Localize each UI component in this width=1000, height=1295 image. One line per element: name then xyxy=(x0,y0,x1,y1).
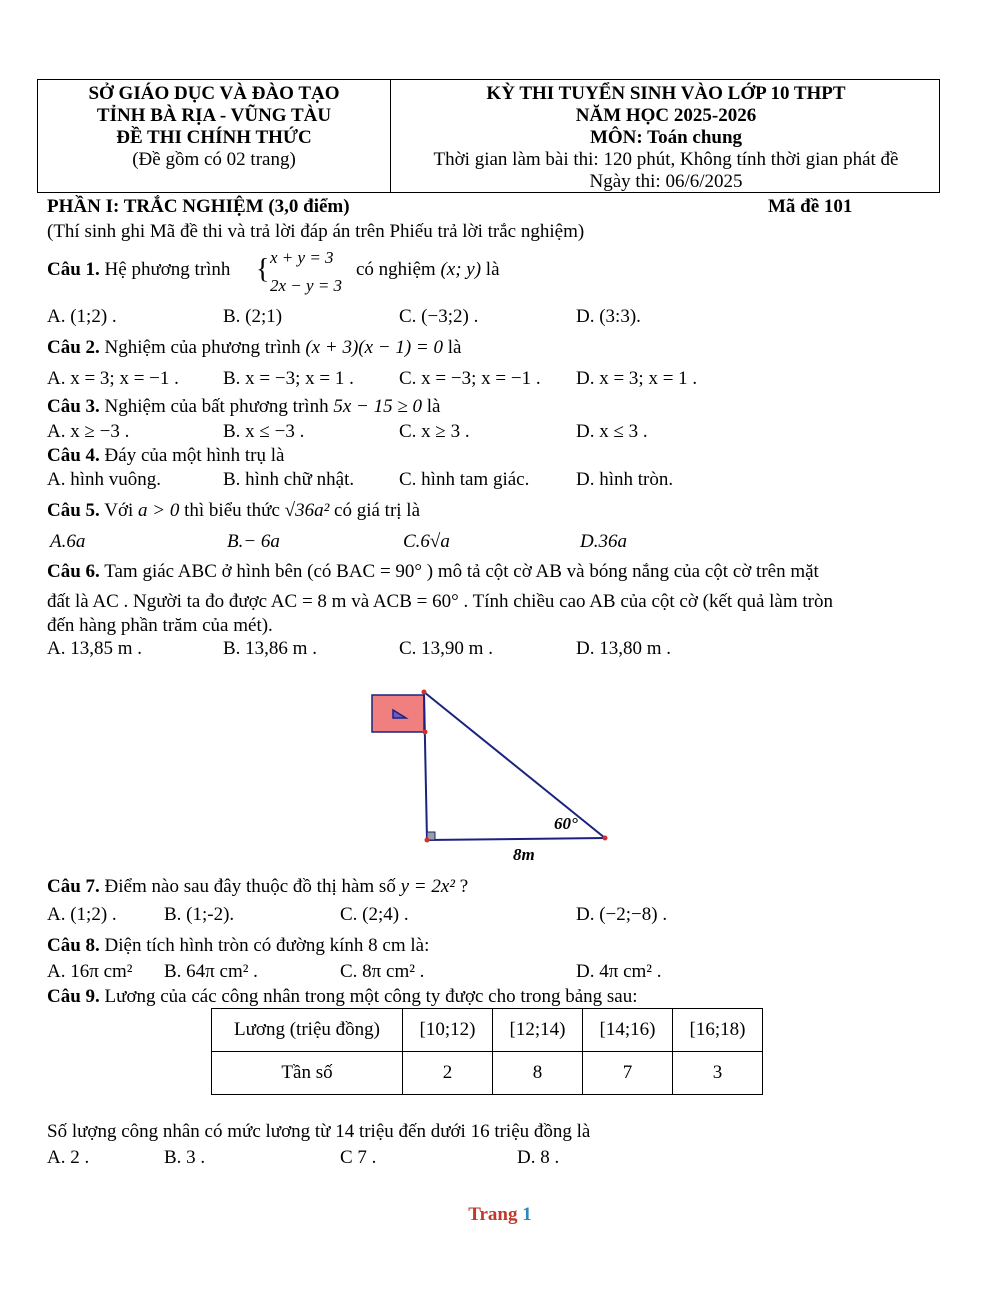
question-4-stem xyxy=(47,445,284,467)
question-label: Câu 8. xyxy=(47,935,100,956)
question-3-stem xyxy=(47,396,440,418)
question-text: có nghiệm xyxy=(356,259,436,280)
table-cell: 7 xyxy=(583,1052,673,1095)
q1-option-b[interactable]: B. (2;1) xyxy=(223,306,283,327)
table-cell: 2 xyxy=(403,1052,493,1095)
q7-option-b[interactable]: B. (1;-2). xyxy=(164,904,235,925)
question-9-prompt: Số lượng công nhân có mức lương từ 14 triệu đến dưới 16 triệu đồng là xyxy=(47,1121,591,1142)
question-text: Với xyxy=(104,500,134,521)
math-expression: (x; y) xyxy=(440,259,482,280)
question-7-stem xyxy=(47,876,468,898)
q1-option-a[interactable]: A. (1;2) . xyxy=(47,306,117,327)
part-note: (Thí sinh ghi Mã đề thi và trả lời đáp án trên Phiếu trả lời trắc nghiệm) xyxy=(47,221,585,242)
q1-option-c[interactable]: C. (−3;2) . xyxy=(399,306,479,327)
page-footer xyxy=(0,1204,1000,1226)
q6-option-a[interactable]: A. 13,85 m . xyxy=(47,638,142,659)
exam-header xyxy=(37,79,940,193)
question-1-tail xyxy=(356,259,500,281)
q8-option-d[interactable]: D. 4π cm² . xyxy=(576,961,662,982)
question-text: Điểm nào sau đây thuộc đồ thị hàm số xyxy=(104,876,396,897)
question-text: Tam giác ABC ở hình bên (có BAC = 90° ) mô tả cột cờ AB và bóng nắng của cột cờ trên mặt xyxy=(104,561,819,582)
part-title: PHẦN I: TRẮC NGHIỆM (3,0 điểm) xyxy=(47,196,350,217)
math-expression: 5x − 15 ≥ 0 xyxy=(333,396,423,417)
system-equation-2: 2x − y = 3 xyxy=(270,276,343,295)
q8-option-b[interactable]: B. 64π cm² . xyxy=(164,961,258,982)
table-cell: 8 xyxy=(493,1052,583,1095)
q1-option-d[interactable]: D. (3:3). xyxy=(576,306,641,327)
point-a xyxy=(425,838,430,843)
province-name: TỈNH BÀ RỊA - VŨNG TÀU xyxy=(96,105,332,126)
q3-option-d[interactable]: D. x ≤ 3 . xyxy=(576,421,648,442)
q7-option-d[interactable]: D. (−2;−8) . xyxy=(576,904,668,925)
question-text: là xyxy=(485,259,500,280)
page-word: Trang xyxy=(468,1204,518,1225)
table-cell: [10;12) xyxy=(403,1009,493,1052)
q2-option-a[interactable]: A. x = 3; x = −1 . xyxy=(47,368,179,389)
exam-date: Ngày thi: 06/6/2025 xyxy=(589,171,743,192)
system-brace: { xyxy=(256,254,270,285)
q4-option-a[interactable]: A. hình vuông. xyxy=(47,469,161,490)
q8-option-a[interactable]: A. 16π cm² xyxy=(47,961,133,982)
q9-option-d[interactable]: D. 8 . xyxy=(517,1147,560,1168)
question-label: Câu 2. xyxy=(47,337,100,358)
q4-option-b[interactable]: B. hình chữ nhật. xyxy=(223,469,355,490)
q3-option-a[interactable]: A. x ≥ −3 . xyxy=(47,421,130,442)
question-label: Câu 6. xyxy=(47,561,100,582)
math-expression: y = 2x² xyxy=(400,876,455,897)
question-label: Câu 9. xyxy=(47,986,100,1007)
math-expression: a > 0 xyxy=(138,500,180,521)
table-cell: 3 xyxy=(673,1052,763,1095)
question-text: Lương của các công nhân trong một công ty được cho trong bảng sau: xyxy=(104,986,638,1007)
question-text: Nghiệm của bất phương trình xyxy=(104,396,329,417)
q3-option-b[interactable]: B. x ≤ −3 . xyxy=(223,421,305,442)
table-cell: [12;14) xyxy=(493,1009,583,1052)
question-9-stem xyxy=(47,986,638,1008)
math-expression: √36a² xyxy=(284,500,330,521)
system-equation-1: x + y = 3 xyxy=(270,248,334,267)
q9-option-c[interactable]: C 7 . xyxy=(340,1147,377,1168)
question-label: Câu 4. xyxy=(47,445,100,466)
point-b xyxy=(422,690,427,695)
question-text: có giá trị là xyxy=(334,500,421,521)
question-5-stem xyxy=(47,500,420,522)
table-header-cell: Tần số xyxy=(212,1052,403,1095)
question-text: Nghiệm của phương trình xyxy=(104,337,301,358)
flagpole-figure xyxy=(360,685,620,865)
q4-option-c[interactable]: C. hình tam giác. xyxy=(399,469,530,490)
angle-label: 60° xyxy=(554,814,578,833)
page-number: 1 xyxy=(522,1204,532,1225)
q2-option-c[interactable]: C. x = −3; x = −1 . xyxy=(399,368,541,389)
q9-option-a[interactable]: A. 2 . xyxy=(47,1147,90,1168)
official-exam-label: ĐỀ THI CHÍNH THỨC xyxy=(116,127,312,148)
sun-ray-bc xyxy=(424,692,605,838)
question-label: Câu 7. xyxy=(47,876,100,897)
shadow-ac xyxy=(427,838,605,840)
base-length-label: 8m xyxy=(513,845,535,864)
question-6-line-1 xyxy=(47,561,819,583)
question-text: Diện tích hình tròn có đường kính 8 cm là: xyxy=(104,935,430,956)
question-text: Đáy của một hình trụ là xyxy=(104,445,285,466)
question-label: Câu 3. xyxy=(47,396,100,417)
table-row xyxy=(212,1052,763,1095)
table-row xyxy=(212,1009,763,1052)
math-expression: (x + 3)(x − 1) = 0 xyxy=(305,337,443,358)
table-cell: [14;16) xyxy=(583,1009,673,1052)
flagpole-ab xyxy=(424,692,427,840)
table-header-cell: Lương (triệu đồng) xyxy=(212,1009,403,1052)
question-text: là xyxy=(426,396,441,417)
q2-option-d[interactable]: D. x = 3; x = 1 . xyxy=(576,368,698,389)
time-allowed: Thời gian làm bài thi: 120 phút, Không tính thời gian phát đề xyxy=(433,149,899,170)
subject: MÔN: Toán chung xyxy=(589,127,743,148)
q5-option-a[interactable]: A.6a xyxy=(50,531,86,552)
exam-name: KỲ THI TUYỂN SINH VÀO LỚP 10 THPT xyxy=(486,83,846,104)
department-name: SỞ GIÁO DỤC VÀ ĐÀO TẠO xyxy=(88,83,340,104)
q4-option-d[interactable]: D. hình tròn. xyxy=(576,469,674,490)
table-cell: [16;18) xyxy=(673,1009,763,1052)
question-text: thì biểu thức xyxy=(184,500,280,521)
q5-option-d[interactable]: D.36a xyxy=(580,531,627,552)
header-right xyxy=(391,83,941,193)
question-text: Hệ phương trình xyxy=(104,259,231,280)
q7-option-c[interactable]: C. (2;4) . xyxy=(340,904,409,925)
q6-option-c[interactable]: C. 13,90 m . xyxy=(399,638,493,659)
school-year: NĂM HỌC 2025-2026 xyxy=(575,105,757,126)
page-count-note: (Đề gồm có 02 trang) xyxy=(132,149,296,170)
question-label: Câu 5. xyxy=(47,500,100,521)
question-2-stem xyxy=(47,337,461,359)
question-8-stem xyxy=(47,935,429,957)
question-6-line-2: đất là AC . Người ta đo được AC = 8 m và ACB = 60° . Tính chiều cao AB của cột cờ (kết quả làm tròn xyxy=(47,591,833,612)
question-1-stem xyxy=(47,259,230,281)
exam-code: Mã đề 101 xyxy=(768,196,853,217)
q5-option-b[interactable]: B.− 6a xyxy=(227,531,280,552)
question-label: Câu 1. xyxy=(47,259,100,280)
header-left xyxy=(38,83,390,171)
q3-option-c[interactable]: C. x ≥ 3 . xyxy=(399,421,470,442)
question-text: là xyxy=(447,337,462,358)
q6-option-d[interactable]: D. 13,80 m . xyxy=(576,638,671,659)
question-text: ? xyxy=(459,876,469,897)
flag-point xyxy=(423,730,428,735)
q9-option-b[interactable]: B. 3 . xyxy=(164,1147,206,1168)
q8-option-c[interactable]: C. 8π cm² . xyxy=(340,961,425,982)
q2-option-b[interactable]: B. x = −3; x = 1 . xyxy=(223,368,354,389)
q6-option-b[interactable]: B. 13,86 m . xyxy=(223,638,317,659)
q7-option-a[interactable]: A. (1;2) . xyxy=(47,904,117,925)
q5-option-c[interactable]: C.6√a xyxy=(403,531,450,552)
question-6-line-3: đến hàng phần trăm của mét). xyxy=(47,615,273,636)
point-c xyxy=(603,836,608,841)
salary-table xyxy=(211,1008,763,1095)
